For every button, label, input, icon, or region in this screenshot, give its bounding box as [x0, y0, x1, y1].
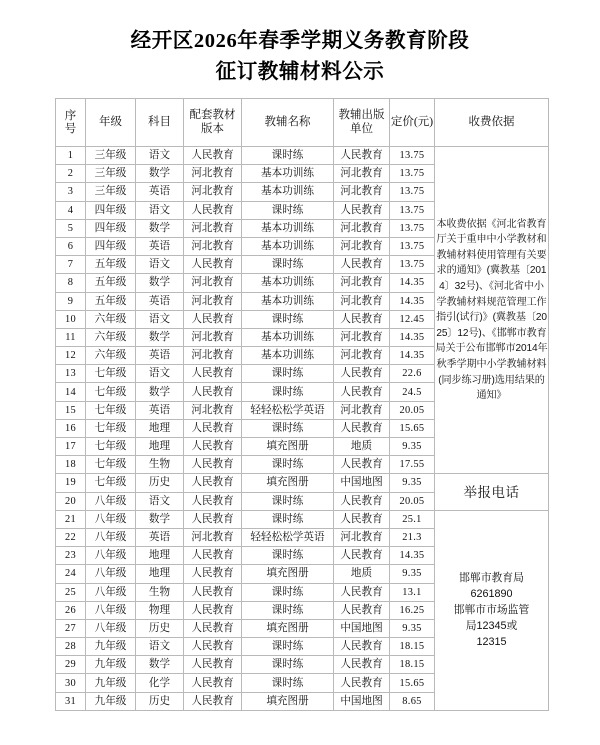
cell-publisher: 河北教育 [334, 528, 390, 546]
cell-material-name: 基本功训练 [242, 328, 334, 346]
report-hotline-contacts [435, 510, 549, 710]
cell-publisher: 人民教育 [334, 419, 390, 437]
cell-version: 人民教育 [184, 692, 242, 710]
cell-grade: 三年级 [86, 165, 136, 183]
cell-material-name: 轻轻松松学英语 [242, 401, 334, 419]
cell-publisher: 人民教育 [334, 674, 390, 692]
cell-subject: 历史 [136, 474, 184, 492]
cell-grade: 八年级 [86, 565, 136, 583]
cell-material-name: 基本功训练 [242, 237, 334, 255]
cell-publisher: 地质 [334, 438, 390, 456]
cell-index: 5 [56, 219, 86, 237]
cell-material-name: 基本功训练 [242, 347, 334, 365]
cell-index: 12 [56, 347, 86, 365]
cell-grade: 四年级 [86, 219, 136, 237]
cell-index: 14 [56, 383, 86, 401]
cell-subject: 数学 [136, 274, 184, 292]
table-header-row [56, 99, 549, 147]
cell-version: 河北教育 [184, 237, 242, 255]
cell-version: 人民教育 [184, 419, 242, 437]
table-body [56, 147, 549, 711]
cell-version: 人民教育 [184, 456, 242, 474]
cell-publisher: 河北教育 [334, 219, 390, 237]
cell-grade: 八年级 [86, 583, 136, 601]
cell-index: 4 [56, 201, 86, 219]
cell-material-name: 课时练 [242, 510, 334, 528]
cell-subject: 语文 [136, 201, 184, 219]
cell-material-name: 课时练 [242, 547, 334, 565]
hotline-line: 局12345或 [465, 620, 518, 633]
cell-material-name: 课时练 [242, 638, 334, 656]
cell-publisher: 人民教育 [334, 201, 390, 219]
cell-version: 人民教育 [184, 656, 242, 674]
cell-grade: 四年级 [86, 201, 136, 219]
cell-publisher: 河北教育 [334, 165, 390, 183]
cell-subject: 数学 [136, 219, 184, 237]
cell-publisher: 人民教育 [334, 656, 390, 674]
cell-price: 25.1 [390, 510, 435, 528]
cell-index: 21 [56, 510, 86, 528]
cell-price: 9.35 [390, 619, 435, 637]
cell-index: 6 [56, 237, 86, 255]
cell-grade: 八年级 [86, 601, 136, 619]
hotline-line: 邯郸市教育局 [459, 572, 524, 585]
document-title [0, 0, 600, 88]
cell-subject: 英语 [136, 292, 184, 310]
cell-index: 16 [56, 419, 86, 437]
cell-price: 20.05 [390, 492, 435, 510]
cell-grade: 五年级 [86, 256, 136, 274]
cell-subject: 地理 [136, 419, 184, 437]
cell-index: 1 [56, 147, 86, 165]
cell-material-name: 课时练 [242, 583, 334, 601]
column-header-textbook-version: 配套教材版本 [184, 99, 242, 147]
cell-version: 河北教育 [184, 292, 242, 310]
cell-material-name: 填充图册 [242, 438, 334, 456]
cell-price: 13.75 [390, 219, 435, 237]
cell-price: 13.1 [390, 583, 435, 601]
cell-material-name: 填充图册 [242, 565, 334, 583]
cell-grade: 七年级 [86, 419, 136, 437]
cell-material-name: 课时练 [242, 256, 334, 274]
cell-index: 10 [56, 310, 86, 328]
cell-index: 24 [56, 565, 86, 583]
column-header-grade: 年级 [86, 99, 136, 147]
cell-publisher: 中国地图 [334, 692, 390, 710]
cell-version: 人民教育 [184, 201, 242, 219]
cell-grade: 九年级 [86, 674, 136, 692]
cell-index: 19 [56, 474, 86, 492]
cell-subject: 英语 [136, 528, 184, 546]
cell-price: 15.65 [390, 419, 435, 437]
column-header-subject: 科目 [136, 99, 184, 147]
cell-price: 20.05 [390, 401, 435, 419]
cell-publisher: 人民教育 [334, 510, 390, 528]
cell-material-name: 课时练 [242, 656, 334, 674]
cell-material-name: 课时练 [242, 492, 334, 510]
cell-subject: 语文 [136, 638, 184, 656]
cell-publisher: 人民教育 [334, 310, 390, 328]
cell-publisher: 河北教育 [334, 274, 390, 292]
cell-grade: 八年级 [86, 510, 136, 528]
cell-subject: 数学 [136, 165, 184, 183]
cell-material-name: 课时练 [242, 419, 334, 437]
cell-version: 人民教育 [184, 383, 242, 401]
cell-grade: 八年级 [86, 547, 136, 565]
cell-version: 人民教育 [184, 510, 242, 528]
cell-material-name: 课时练 [242, 147, 334, 165]
cell-index: 13 [56, 365, 86, 383]
cell-price: 13.75 [390, 237, 435, 255]
cell-subject: 生物 [136, 583, 184, 601]
cell-price: 12.45 [390, 310, 435, 328]
cell-version: 人民教育 [184, 310, 242, 328]
cell-index: 26 [56, 601, 86, 619]
cell-material-name: 填充图册 [242, 692, 334, 710]
cell-index: 18 [56, 456, 86, 474]
cell-material-name: 基本功训练 [242, 183, 334, 201]
cell-subject: 数学 [136, 383, 184, 401]
column-header-fee-basis: 收费依据 [435, 99, 549, 147]
cell-publisher: 人民教育 [334, 547, 390, 565]
cell-grade: 八年级 [86, 528, 136, 546]
cell-material-name: 轻轻松松学英语 [242, 528, 334, 546]
cell-subject: 语文 [136, 365, 184, 383]
cell-price: 13.75 [390, 201, 435, 219]
cell-version: 人民教育 [184, 565, 242, 583]
cell-version: 人民教育 [184, 492, 242, 510]
cell-publisher: 中国地图 [334, 619, 390, 637]
cell-price: 14.35 [390, 274, 435, 292]
cell-version: 人民教育 [184, 601, 242, 619]
cell-publisher: 河北教育 [334, 292, 390, 310]
column-header-publisher: 教辅出版单位 [334, 99, 390, 147]
report-hotline-title: 举报电话 [435, 474, 549, 510]
cell-grade: 六年级 [86, 310, 136, 328]
cell-subject: 英语 [136, 401, 184, 419]
hotline-line: 6261890 [470, 588, 513, 601]
cell-price: 14.35 [390, 292, 435, 310]
cell-material-name: 基本功训练 [242, 165, 334, 183]
cell-price: 18.15 [390, 656, 435, 674]
cell-index: 17 [56, 438, 86, 456]
table-row [56, 147, 549, 165]
cell-grade: 七年级 [86, 474, 136, 492]
cell-grade: 七年级 [86, 438, 136, 456]
cell-grade: 四年级 [86, 237, 136, 255]
cell-price: 13.75 [390, 165, 435, 183]
cell-subject: 语文 [136, 310, 184, 328]
cell-material-name: 课时练 [242, 601, 334, 619]
cell-price: 24.5 [390, 383, 435, 401]
cell-price: 14.35 [390, 328, 435, 346]
cell-material-name: 基本功训练 [242, 292, 334, 310]
cell-price: 15.65 [390, 674, 435, 692]
cell-index: 29 [56, 656, 86, 674]
cell-price: 13.75 [390, 183, 435, 201]
cell-version: 河北教育 [184, 401, 242, 419]
cell-subject: 数学 [136, 656, 184, 674]
cell-price: 9.35 [390, 438, 435, 456]
cell-version: 河北教育 [184, 328, 242, 346]
cell-subject: 语文 [136, 147, 184, 165]
cell-index: 25 [56, 583, 86, 601]
cell-subject: 地理 [136, 438, 184, 456]
cell-index: 8 [56, 274, 86, 292]
cell-publisher: 人民教育 [334, 365, 390, 383]
cell-version: 河北教育 [184, 347, 242, 365]
cell-version: 人民教育 [184, 474, 242, 492]
cell-price: 18.15 [390, 638, 435, 656]
cell-publisher: 人民教育 [334, 256, 390, 274]
table-row [56, 510, 549, 528]
cell-material-name: 课时练 [242, 456, 334, 474]
cell-publisher: 人民教育 [334, 583, 390, 601]
cell-version: 人民教育 [184, 638, 242, 656]
column-header-price: 定价(元) [390, 99, 435, 147]
cell-subject: 地理 [136, 547, 184, 565]
cell-publisher: 人民教育 [334, 601, 390, 619]
cell-version: 人民教育 [184, 674, 242, 692]
cell-grade: 七年级 [86, 365, 136, 383]
hotline-line: 12315 [476, 636, 507, 649]
cell-price: 9.35 [390, 474, 435, 492]
cell-grade: 六年级 [86, 328, 136, 346]
cell-index: 7 [56, 256, 86, 274]
table-header [56, 99, 549, 147]
table-row [56, 474, 549, 492]
cell-version: 河北教育 [184, 219, 242, 237]
cell-index: 2 [56, 165, 86, 183]
cell-grade: 九年级 [86, 638, 136, 656]
cell-price: 13.75 [390, 147, 435, 165]
cell-index: 31 [56, 692, 86, 710]
cell-price: 17.55 [390, 456, 435, 474]
cell-grade: 六年级 [86, 347, 136, 365]
cell-version: 河北教育 [184, 165, 242, 183]
cell-version: 人民教育 [184, 365, 242, 383]
column-header-index: 序号 [56, 99, 86, 147]
cell-publisher: 人民教育 [334, 456, 390, 474]
cell-publisher: 人民教育 [334, 492, 390, 510]
cell-version: 人民教育 [184, 583, 242, 601]
cell-price: 9.35 [390, 565, 435, 583]
cell-material-name: 填充图册 [242, 474, 334, 492]
cell-subject: 数学 [136, 328, 184, 346]
cell-grade: 七年级 [86, 383, 136, 401]
cell-material-name: 课时练 [242, 365, 334, 383]
cell-grade: 八年级 [86, 492, 136, 510]
cell-price: 16.25 [390, 601, 435, 619]
cell-price: 14.35 [390, 547, 435, 565]
cell-index: 22 [56, 528, 86, 546]
cell-price: 14.35 [390, 347, 435, 365]
cell-publisher: 人民教育 [334, 147, 390, 165]
title-line-1: 经开区2026年春季学期义务教育阶段 [130, 30, 470, 52]
column-header-material-name: 教辅名称 [242, 99, 334, 147]
cell-grade: 八年级 [86, 619, 136, 637]
cell-subject: 英语 [136, 237, 184, 255]
materials-table-container [55, 98, 548, 711]
cell-publisher: 河北教育 [334, 237, 390, 255]
cell-subject: 生物 [136, 456, 184, 474]
cell-grade: 五年级 [86, 274, 136, 292]
cell-subject: 历史 [136, 692, 184, 710]
cell-subject: 化学 [136, 674, 184, 692]
cell-version: 河北教育 [184, 528, 242, 546]
cell-index: 27 [56, 619, 86, 637]
cell-material-name: 基本功训练 [242, 274, 334, 292]
fee-basis-text: 本收费依据《河北省教育厅关于重申中小学教材和教辅材料使用管理有关要求的通知》(冀教基〔2014〕32号)、《河北省中小学教辅材料规范管理工作指引(试行)》(冀教基〔2025〕12号)、《邯郸市教育局关于公布邯郸市2014年秋季学期中小学教辅材料(同步练习册)选用结果的通知》 [435, 147, 549, 474]
cell-publisher: 河北教育 [334, 328, 390, 346]
cell-index: 15 [56, 401, 86, 419]
cell-subject: 语文 [136, 256, 184, 274]
materials-table [55, 98, 549, 711]
cell-subject: 历史 [136, 619, 184, 637]
cell-publisher: 人民教育 [334, 638, 390, 656]
cell-index: 20 [56, 492, 86, 510]
cell-publisher: 河北教育 [334, 347, 390, 365]
cell-version: 河北教育 [184, 183, 242, 201]
cell-subject: 物理 [136, 601, 184, 619]
cell-material-name: 填充图册 [242, 619, 334, 637]
cell-publisher: 河北教育 [334, 401, 390, 419]
cell-version: 人民教育 [184, 619, 242, 637]
cell-material-name: 课时练 [242, 383, 334, 401]
title-line-2: 征订教辅材料公示 [215, 61, 385, 83]
cell-version: 人民教育 [184, 147, 242, 165]
cell-grade: 九年级 [86, 656, 136, 674]
cell-price: 8.65 [390, 692, 435, 710]
cell-version: 人民教育 [184, 438, 242, 456]
cell-publisher: 地质 [334, 565, 390, 583]
cell-subject: 地理 [136, 565, 184, 583]
cell-version: 人民教育 [184, 547, 242, 565]
cell-index: 9 [56, 292, 86, 310]
cell-subject: 英语 [136, 347, 184, 365]
cell-index: 30 [56, 674, 86, 692]
cell-price: 13.75 [390, 256, 435, 274]
cell-subject: 数学 [136, 510, 184, 528]
cell-material-name: 课时练 [242, 674, 334, 692]
cell-version: 河北教育 [184, 274, 242, 292]
cell-grade: 三年级 [86, 147, 136, 165]
cell-subject: 语文 [136, 492, 184, 510]
cell-index: 11 [56, 328, 86, 346]
cell-material-name: 基本功训练 [242, 219, 334, 237]
cell-material-name: 课时练 [242, 310, 334, 328]
cell-publisher: 人民教育 [334, 383, 390, 401]
cell-price: 21.3 [390, 528, 435, 546]
cell-version: 人民教育 [184, 256, 242, 274]
cell-subject: 英语 [136, 183, 184, 201]
hotline-line: 邯郸市市场监管 [453, 604, 530, 617]
cell-grade: 九年级 [86, 692, 136, 710]
cell-price: 22.6 [390, 365, 435, 383]
cell-index: 3 [56, 183, 86, 201]
cell-material-name: 课时练 [242, 201, 334, 219]
cell-index: 28 [56, 638, 86, 656]
cell-index: 23 [56, 547, 86, 565]
cell-grade: 五年级 [86, 292, 136, 310]
cell-grade: 七年级 [86, 456, 136, 474]
cell-publisher: 中国地图 [334, 474, 390, 492]
cell-publisher: 河北教育 [334, 183, 390, 201]
cell-grade: 七年级 [86, 401, 136, 419]
cell-grade: 三年级 [86, 183, 136, 201]
